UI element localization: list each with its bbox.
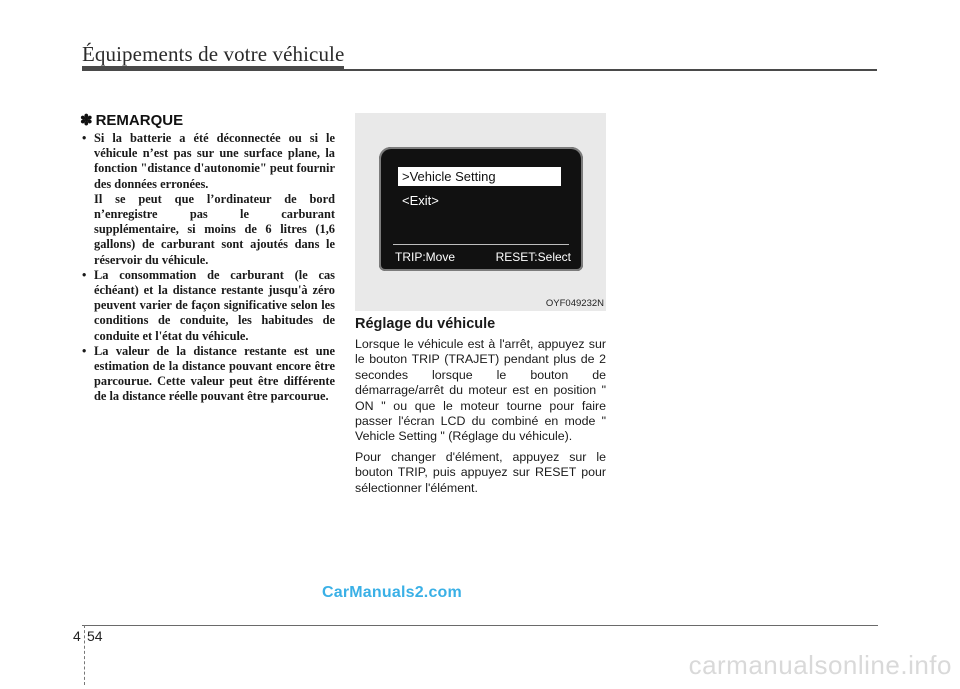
header-rule-thick [82,66,344,71]
lcd-footer-trip: TRIP:Move [395,250,456,264]
asterisk-icon: ✽ [80,112,93,129]
section-paragraph-2: Pour changer d'élément, appuyez sur le bouton TRIP, puis appuyez sur RESET pour sélectionner l'élément. [355,449,606,495]
footer-divider [84,625,85,685]
note-list [80,131,335,405]
list-item [80,131,335,268]
lcd-figure [355,113,606,311]
lcd-menu-exit: <Exit> [402,193,439,208]
note-item-1-p1: • Si la batterie a été déconnectée ou si le véhicule n’est pas sur une surface plane, la fonction "distance d'autonomie" peut fournir des données erronées. [94,131,335,191]
note-item-1-p2: Il se peut que l’ordinateur de bord n’enregistre pas le carburant supplémentaire, si moins de 6 litres (1,6 gallons) de carburant sont ajoutés dans le réservoir du véhicule. [94,191,335,267]
watermark-link[interactable]: CarManuals2.com [322,584,462,601]
footer-rule [82,625,878,626]
list-item [80,344,335,405]
section-title: Réglage du véhicule [355,316,496,332]
footer-chapter-number: 4 [73,628,81,644]
note-item-3: • La valeur de la distance restante est une estimation de la distance pouvant encore être parcourue. Cette valeur peut être différente de la distance réelle pouvant être parcourue. [94,343,335,404]
lcd-footer-reset: RESET:Select [495,250,571,264]
footer-page-number: 54 [87,628,103,644]
lcd-screen [379,147,583,271]
list-item [80,268,335,344]
header-rule-thin [344,69,877,71]
note-box [80,111,335,405]
lcd-menu-selected: >Vehicle Setting [398,167,561,186]
section-vehicle-setting [355,316,606,501]
page-header-title: Équipements de votre véhicule [82,42,345,66]
site-watermark: carmanualsonline.info [688,650,952,680]
figure-caption: OYF049232N [545,298,604,309]
section-paragraph-1: Lorsque le véhicule est à l'arrêt, appuyez sur le bouton TRIP (TRAJET) pendant plus de 2 secondes lorsque le bouton de démarrage/arrêt du moteur est en position " ON " ou que le moteur tourne pour faire passer l'écran LCD du combiné en mode " Vehicle Setting " (Réglage du véhicule). [355,337,606,444]
lcd-divider [393,244,569,245]
lcd-footer [395,250,571,264]
note-item-2: • La consommation de carburant (le cas échéant) et la distance restante jusqu'à zéro peuvent varier de façon significative selon les conditions de conduite, les habitudes de conduite et l'état du véhicule. [94,267,335,343]
note-heading [80,111,335,129]
note-title: REMARQUE [95,111,184,129]
